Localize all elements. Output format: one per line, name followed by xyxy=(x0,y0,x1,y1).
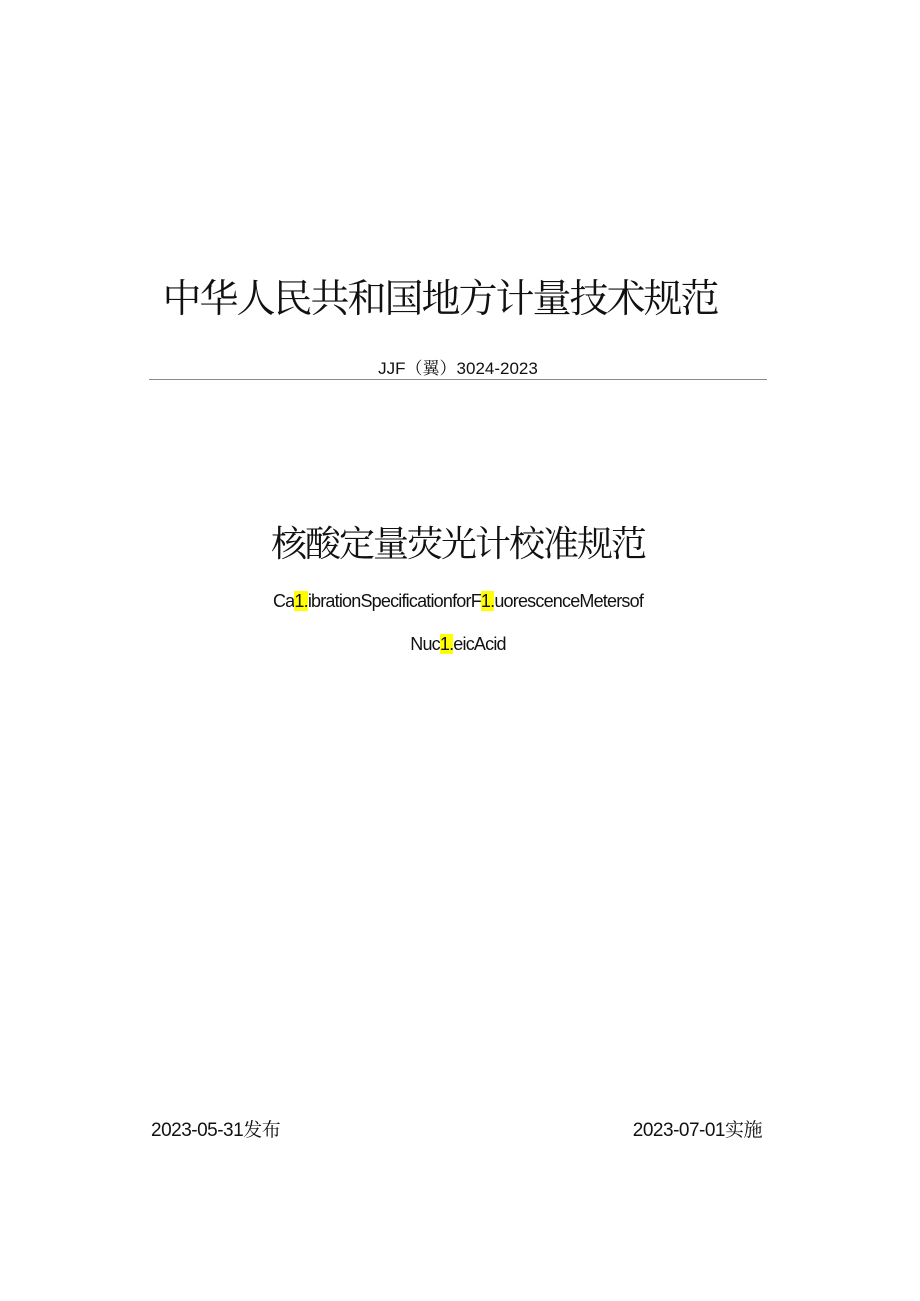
title-text-segment: uorescenceMetersof xyxy=(494,591,644,611)
highlighted-text: 1. xyxy=(294,591,308,611)
document-title-english-line-2 xyxy=(0,634,916,655)
document-title-chinese: 核酸定量荧光计校准规范 xyxy=(270,524,645,565)
document-title-english-line-1 xyxy=(0,591,916,612)
highlighted-text: 1. xyxy=(480,591,495,611)
standard-number: JJF（翼）3024-2023 xyxy=(378,359,538,378)
implementation-date: 2023-07-01实施 xyxy=(632,1120,762,1141)
regulation-category-title: 中华人民共和国地方计量技术规范 xyxy=(162,277,718,322)
highlighted-text: 1. xyxy=(439,634,454,654)
title-text-segment: Nuc xyxy=(410,634,440,654)
title-text-segment: eicAcid xyxy=(453,634,506,654)
title-text-segment: Ca xyxy=(272,591,295,611)
title-text-segment: ibrationSpecificationforF xyxy=(307,591,481,611)
issue-date: 2023-05-31发布 xyxy=(151,1120,281,1141)
header-divider xyxy=(149,379,767,380)
